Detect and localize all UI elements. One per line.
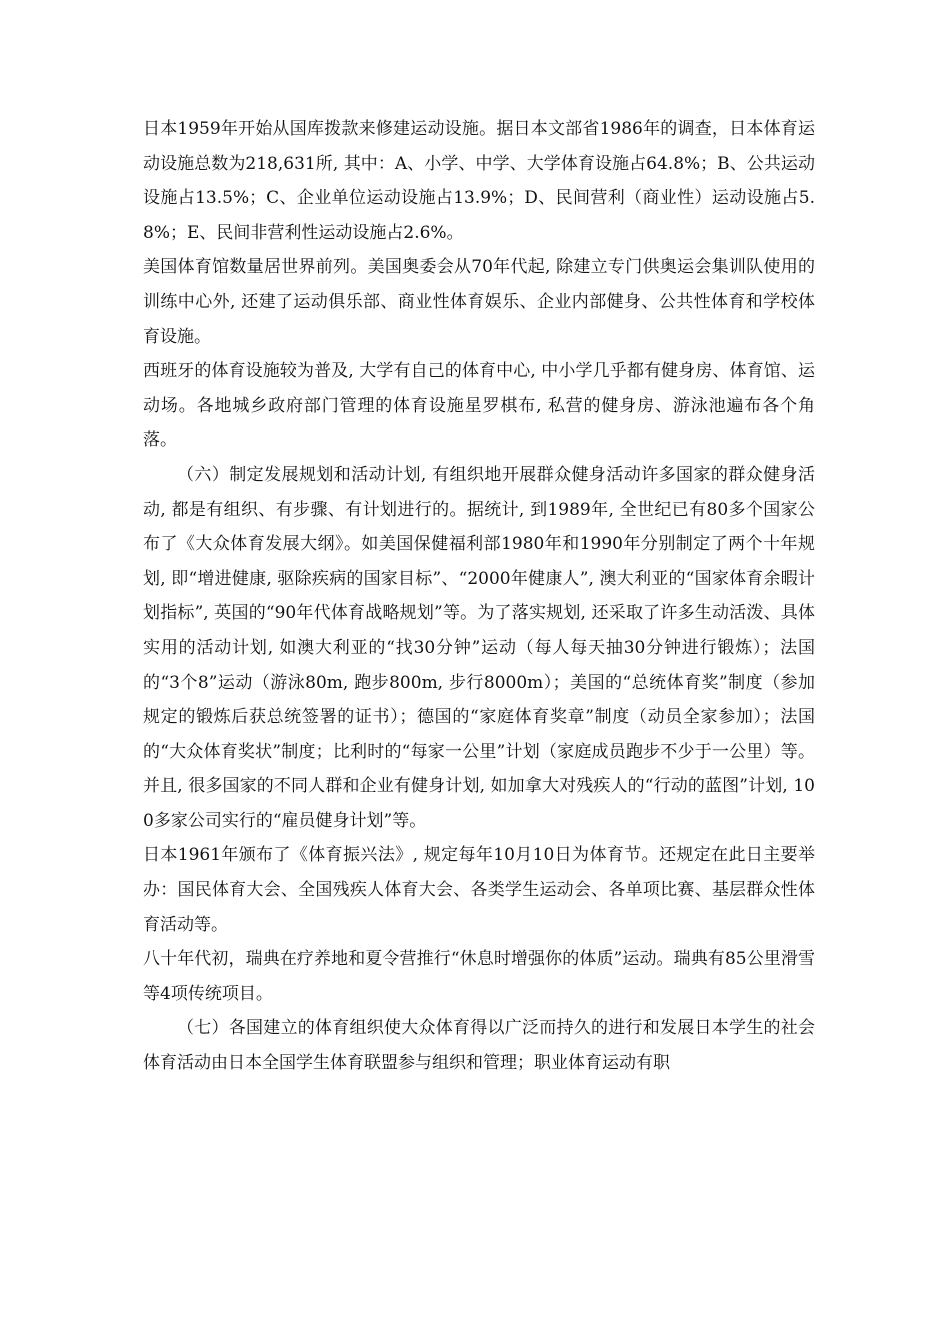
document-page	[143, 112, 815, 1081]
paragraph-sweden-campaign: 八十年代初，瑞典在疗养地和夏令营推行“休息时增强你的体质”运动。瑞典有85公里滑雪等4项传统项目。	[143, 949, 815, 1004]
paragraph-spain-facilities: 西班牙的体育设施较为普及, 大学有自己的体育中心, 中小学几乎都有健身房、体育馆、运动场。各地城乡政府部门管理的体育设施星罗棋布, 私营的健身房、游泳池遍布各个角落。	[143, 361, 815, 451]
paragraph-japan-sports-day: 日本1961年颁布了《体育振兴法》, 规定每年10月10日为体育节。还规定在此日主要举办：国民体育大会、全国残疾人体育大会、各类学生运动会、各单项比赛、基层群众性体育活动等。	[143, 845, 815, 935]
paragraph-section-seven: （七）各国建立的体育组织使大众体育得以广泛而持久的进行和发展日本学生的社会体育活动由日本全国学生体育联盟参与组织和管理；职业体育运动有职	[143, 1018, 815, 1074]
paragraph-japan-facilities: 日本1959年开始从国库拨款来修建运动设施。据日本文部省1986年的调查，日本体育运动设施总数为218,631所, 其中：A、小学、中学、大学体育设施占64.8%；B、公共运动设施占13.5%；C、企业单位运动设施占13.9%；D、民间营利（商业性）运动设施占5.8%；E、民间非营利性运动设施占2.6%。	[143, 119, 815, 243]
paragraph-usa-gyms: 美国体育馆数量居世界前列。美国奥委会从70年代起, 除建立专门供奥运会集训队使用的训练中心外, 还建了运动俱乐部、商业性体育娱乐、企业内部健身、公共性体育和学校体育设施。	[143, 257, 815, 347]
paragraph-section-six: （六）制定发展规划和活动计划, 有组织地开展群众健身活动许多国家的群众健身活动, 都是有组织、有步骤、有计划进行的。据统计, 到1989年, 全世纪已有80多个国家公布了《大众体育发展大纲》。如美国保健福利部1980年和1990年分别制定了两个十年规划, 即“增进健康, 驱除疾病的国家目标”、“2000年健康人”, 澳大利亚的“国家体育余暇计划指标”, 英国的“90年代体育战略规划”等。为了落实规划, 还采取了许多生动活泼、具体实用的活动计划, 如澳大利亚的“找30分钟”运动（每人每天抽30分钟进行锻炼）；法国的“3个8”运动（游泳80m, 跑步800m, 步行8000m）；美国的“总统体育奖”制度（参加规定的锻炼后获总统签署的证书）；德国的“家庭体育奖章”制度（动员全家参加）；法国的“大众体育奖状”制度；比利时的“每家一公里”计划（家庭成员跑步不少于一公里）等。并且, 很多国家的不同人群和企业有健身计划, 如加拿大对残疾人的“行动的蓝图”计划, 100多家公司实行的“雇员健身计划”等。	[143, 464, 815, 831]
